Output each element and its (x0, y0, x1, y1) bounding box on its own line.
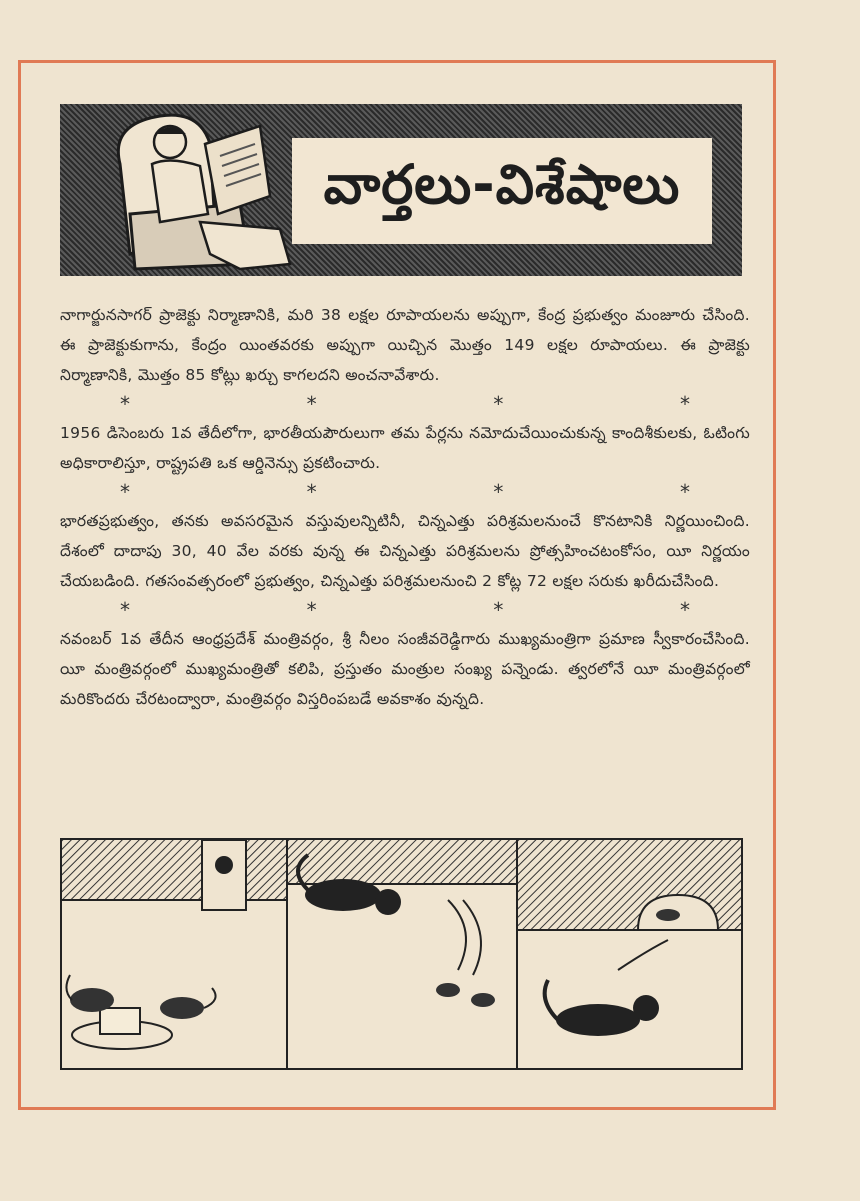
news-articles (60, 300, 750, 714)
man-reading-newspaper-icon (90, 104, 310, 276)
separator-star: * (493, 480, 504, 504)
separator-star: * (306, 598, 317, 622)
separator-star: * (679, 598, 690, 622)
page-title: వార్తలు-విశేషాలు (323, 152, 681, 216)
separator-star: * (120, 598, 130, 622)
separator-star: * (493, 598, 504, 622)
separator-star: * (120, 480, 130, 504)
separator-star: * (679, 392, 690, 416)
title-box (292, 138, 712, 244)
separator-star: * (306, 480, 317, 504)
separator-row (60, 596, 750, 624)
separator-star: * (120, 392, 130, 416)
separator-row (60, 390, 750, 418)
mice-eating-cheese-icon (62, 840, 288, 1068)
cat-chasing-mouse-into-hole-icon (518, 840, 741, 1068)
comic-strip (60, 838, 743, 1070)
article-paragraph: 1956 డిసెంబరు 1వ తేదీలోగా, భారతీయపౌరులుగా తమ పేర్లను నమోదుచేయించుకున్న కాందిశీకులకు, ఓటింగు అధికారాలిస్తూ, రాష్ట్రపతి ఒక ఆర్డినెన్సు ప్రకటించారు. (60, 424, 750, 472)
separator-star: * (493, 392, 504, 416)
separator-star: * (679, 480, 690, 504)
article-paragraph: భారతప్రభుత్వం, తనకు అవసరమైన వస్తువులన్నిటినీ, చిన్నఎత్తు పరిశ్రమలనుంచే కొనటానికి నిర్ణయించింది. దేశంలో దాదాపు 30, 40 వేల వరకు వున్న ఈ చిన్నఎత్తు పరిశ్రమలను ప్రోత్సహించటంకోసం, యీ నిర్ణయం చేయబడింది. గతసంవత్సరంలో ప్రభుత్వం, చిన్నఎత్తు పరిశ్రమలనుంచి 2 కోట్ల 72 లక్షల సరుకు ఖరీదుచేసింది. (60, 512, 750, 590)
separator-star: * (306, 392, 317, 416)
cat-chasing-mice-icon (288, 840, 518, 1068)
article-paragraph: నవంబర్ 1వ తేదీన ఆంధ్రప్రదేశ్ మంత్రివర్గం, శ్రీ నీలం సంజీవరెడ్డిగారు ముఖ్యమంత్రిగా ప్రమాణ స్వీకారంచేసింది. యీ మంత్రివర్గంలో ముఖ్యమంత్రితో కలిపి, ప్రస్తుతం మంత్రుల సంఖ్య పన్నెండు. త్వరలోనే యీ మంత్రివర్గంలో మరికొందరు చేరటంద్వారా, మంత్రివర్గం విస్తరింపబడే అవకాశం వున్నది. (60, 630, 750, 708)
separator-row (60, 478, 750, 506)
article-paragraph: నాగార్జునసాగర్ ప్రాజెక్టు నిర్మాణానికి, మరి 38 లక్షల రూపాయలను అప్పుగా, కేంద్ర ప్రభుత్వం మంజూరు చేసింది. ఈ ప్రాజెక్టుకుగాను, కేంద్రం యింతవరకు అప్పుగా యిచ్చిన మొత్తం 149 లక్షల రూపాయలు. ఈ ప్రాజెక్టు నిర్మాణానికి, మొత్తం 85 కోట్లు ఖర్చు కాగలదని అంచనావేశారు. (60, 306, 750, 384)
header-banner (60, 104, 742, 276)
